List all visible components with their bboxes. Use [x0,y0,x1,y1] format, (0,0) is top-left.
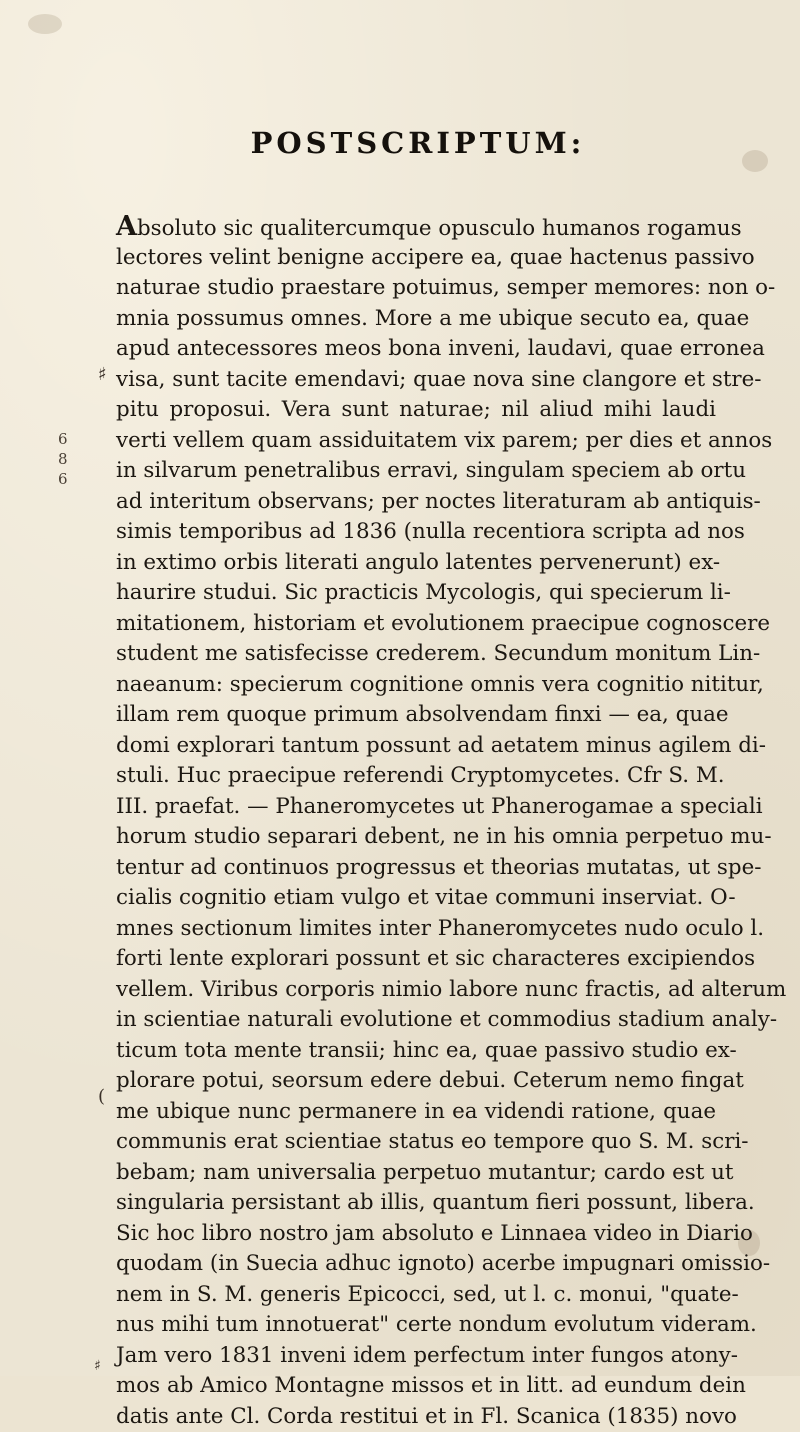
text-line: domi explorari tantum possunt ad aetatem minus agilem di- [116,731,716,762]
margin-number-3: 6 [58,470,68,488]
text-line: visa, sunt tacite emendavi; quae nova sine clangore et stre- [116,365,716,396]
margin-pencil-mark: ♯ [98,364,107,385]
ink-smudge [28,14,62,34]
text-line: Sic hoc libro nostro jam absoluto e Linnaea video in Diario [116,1219,716,1250]
text-line: tentur ad continuos progressus et theorias mutatas, ut spe- [116,853,716,884]
page-title: POSTSCRIPTUM: [0,126,800,160]
text-line: pitu proposui. Vera sunt naturae; nil aliud mihi laudi [116,395,716,426]
text-line: in scientiae naturali evolutione et commodius stadium analy- [116,1005,716,1036]
margin-pencil-mark: ♯ [94,1358,101,1374]
text-line: haurire studui. Sic practicis Mycologis, qui specierum li- [116,578,716,609]
text-line: datis ante Cl. Corda restitui et in Fl. Scanica (1835) novo [116,1402,716,1432]
text-line: quodam (in Suecia adhuc ignoto) acerbe impugnari omissio- [116,1249,716,1280]
text-line: plorare potui, seorsum edere debui. Ceterum nemo fingat [116,1066,716,1097]
text-line: lectores velint benigne accipere ea, quae hactenus passivo [116,243,716,274]
text-line: horum studio separari debent, ne in his omnia perpetuo mu- [116,822,716,853]
text-line: simis temporibus ad 1836 (nulla recentiora scripta ad nos [116,517,716,548]
text-line: in extimo orbis literati angulo latentes pervenerunt) ex- [116,548,716,579]
text-line: communis erat scientiae status eo tempore quo S. M. scri- [116,1127,716,1158]
text-line: vellem. Viribus corporis nimio labore nunc fractis, ad alterum [116,975,716,1006]
text-line: naturae studio praestare potuimus, semper memores: non o- [116,273,716,304]
text-line: ad interitum observans; per noctes literaturam ab antiquis- [116,487,716,518]
text-line: verti vellem quam assiduitatem vix parem; per dies et annos [116,426,716,457]
margin-number-2: 8 [58,450,68,468]
text-line: mnia possumus omnes. More a me ubique secuto ea, quae [116,304,716,335]
text-line: mos ab Amico Montagne missos et in litt. ad eundum dein [116,1371,716,1402]
text-line: Jam vero 1831 inveni idem perfectum inter fungos atony- [116,1341,716,1372]
text-line: student me satisfecisse crederem. Secundum monitum Lin- [116,639,716,670]
text-line: cialis cognitio etiam vulgo et vitae communi inserviat. O- [116,883,716,914]
text-line: stuli. Huc praecipue referendi Cryptomycetes. Cfr S. M. [116,761,716,792]
text-line: me ubique nunc permanere in ea videndi ratione, quae [116,1097,716,1128]
text-line: singularia persistant ab illis, quantum fieri possunt, libera. [116,1188,716,1219]
text-line: mitationem, historiam et evolutionem praecipue cognoscere [116,609,716,640]
text-line: ticum tota mente transii; hinc ea, quae passivo studio ex- [116,1036,716,1067]
text-line: nus mihi tum innotuerat" certe nondum evolutum videram. [116,1310,716,1341]
text-line: in silvarum penetralibus erravi, singulam speciem ab ortu [116,456,716,487]
text-line: Absoluto sic qualitercumque opusculo humanos rogamus [116,212,716,243]
body-text [116,212,716,1432]
text-line: naeanum: specierum cognitione omnis vera cognitio nititur, [116,670,716,701]
margin-pencil-mark: ( [98,1086,105,1107]
text-line: III. praefat. — Phaneromycetes ut Phanerogamae a speciali [116,792,716,823]
text-line: forti lente explorari possunt et sic characteres excipiendos [116,944,716,975]
text-line: bebam; nam universalia perpetuo mutantur; cardo est ut [116,1158,716,1189]
text-line: mnes sectionum limites inter Phaneromycetes nudo oculo l. [116,914,716,945]
text-line: illam rem quoque primum absolvendam finxi — ea, quae [116,700,716,731]
margin-number-1: 6 [58,430,68,448]
text-line: apud antecessores meos bona inveni, laudavi, quae erronea [116,334,716,365]
text-line: nem in S. M. generis Epicocci, sed, ut l. c. monui, "quate- [116,1280,716,1311]
